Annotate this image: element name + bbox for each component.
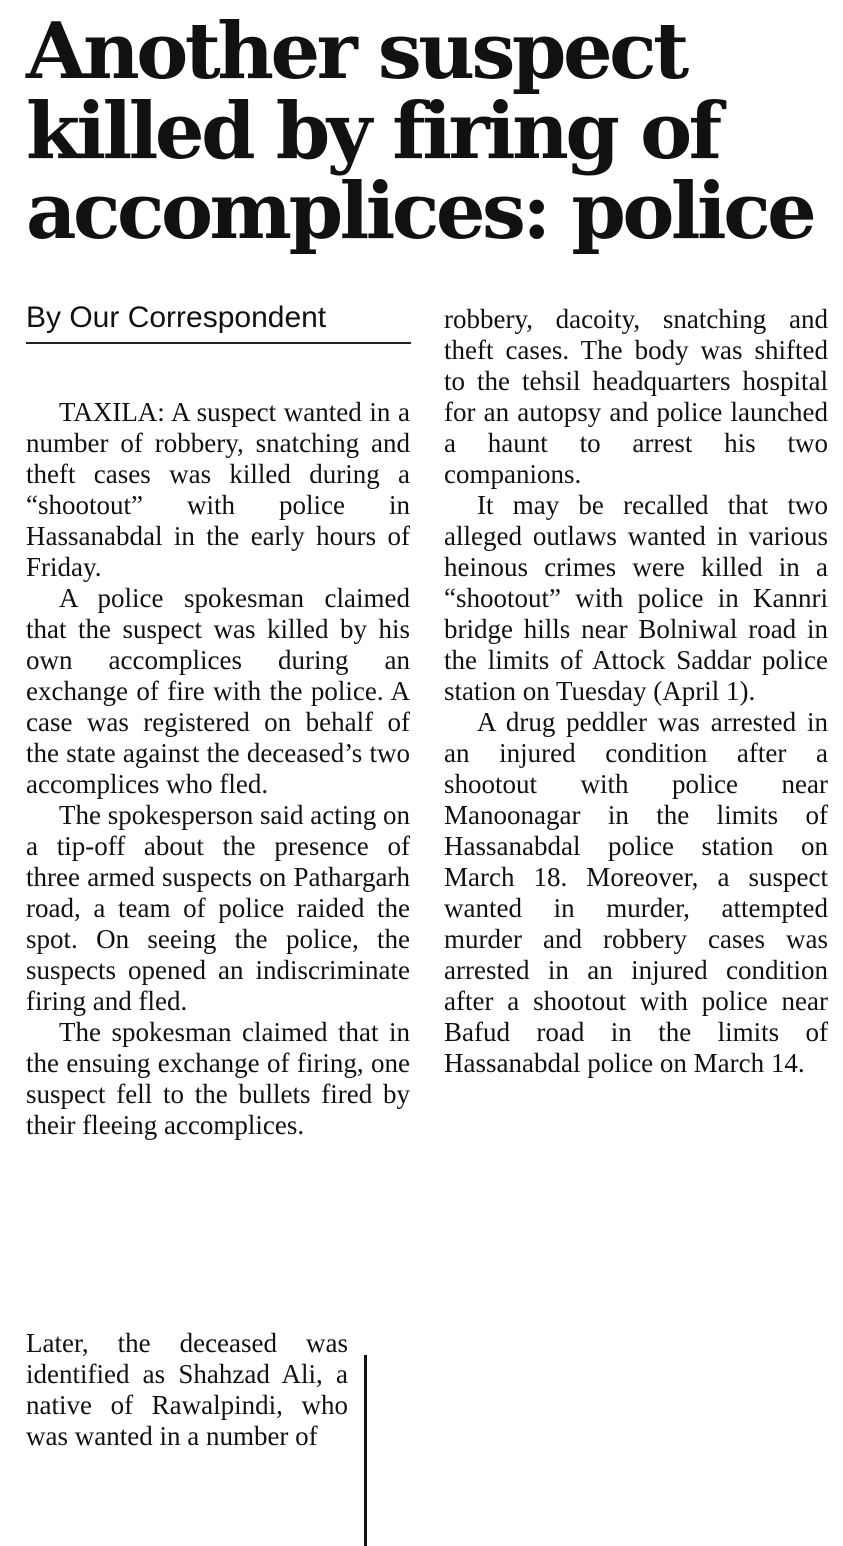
left-column	[26, 397, 410, 1141]
paragraph: It may be recalled that two alleged outlaws wanted in various heinous crimes were killed in a “shootout” with police in Kannri bridge hills near Bolniwal road in the limits of Attock Saddar police station on Tuesday (April 1).	[444, 490, 828, 706]
column-rule	[364, 1355, 367, 1546]
paragraph: The spokesman claimed that in the ensuing exchange of firing, one suspect fell to the bullets fired by their fleeing accomplices.	[26, 1017, 410, 1140]
paragraph: A drug peddler was arrested in an injured condition after a shootout with police near Manoonagar in the limits of Hassanabdal police station on March 18. Moreover, a suspect wanted in murder, attempted murder and robbery cases was arrested in an injured condition after a shootout with police near Bafud road in the limits of Hassanabdal police on March 14.	[444, 707, 828, 1078]
paragraph: Later, the deceased was identified as Shahzad Ali, a native of Rawalpindi, who was wanted in a number of	[26, 1328, 348, 1451]
headline: Another suspect killed by firing of accomplices: police	[26, 6, 814, 257]
paragraph: TAXILA: A suspect wanted in a number of robbery, snatching and theft cases was killed during a “shootout” with police in Hassanabdal in the early hours of Friday.	[26, 397, 410, 582]
paragraph: A police spokesman claimed that the suspect was killed by his own accomplices during an exchange of fire with the police. A case was registered on behalf of the state against the deceased’s two accomplices who fled.	[26, 583, 410, 799]
byline: By Our Correspondent	[26, 298, 411, 344]
paragraph: The spokesperson said acting on a tip-off about the presence of three armed suspects on Pathargarh road, a team of police raided the spot. On seeing the police, the suspects opened an indiscriminate firing and fled.	[26, 800, 410, 1016]
left-column-tail	[26, 1328, 348, 1452]
paragraph: robbery, dacoity, snatching and theft cases. The body was shifted to the tehsil headquarters hospital for an autopsy and police launched a haunt to arrest his two companions.	[444, 304, 828, 489]
right-column	[444, 304, 828, 1079]
